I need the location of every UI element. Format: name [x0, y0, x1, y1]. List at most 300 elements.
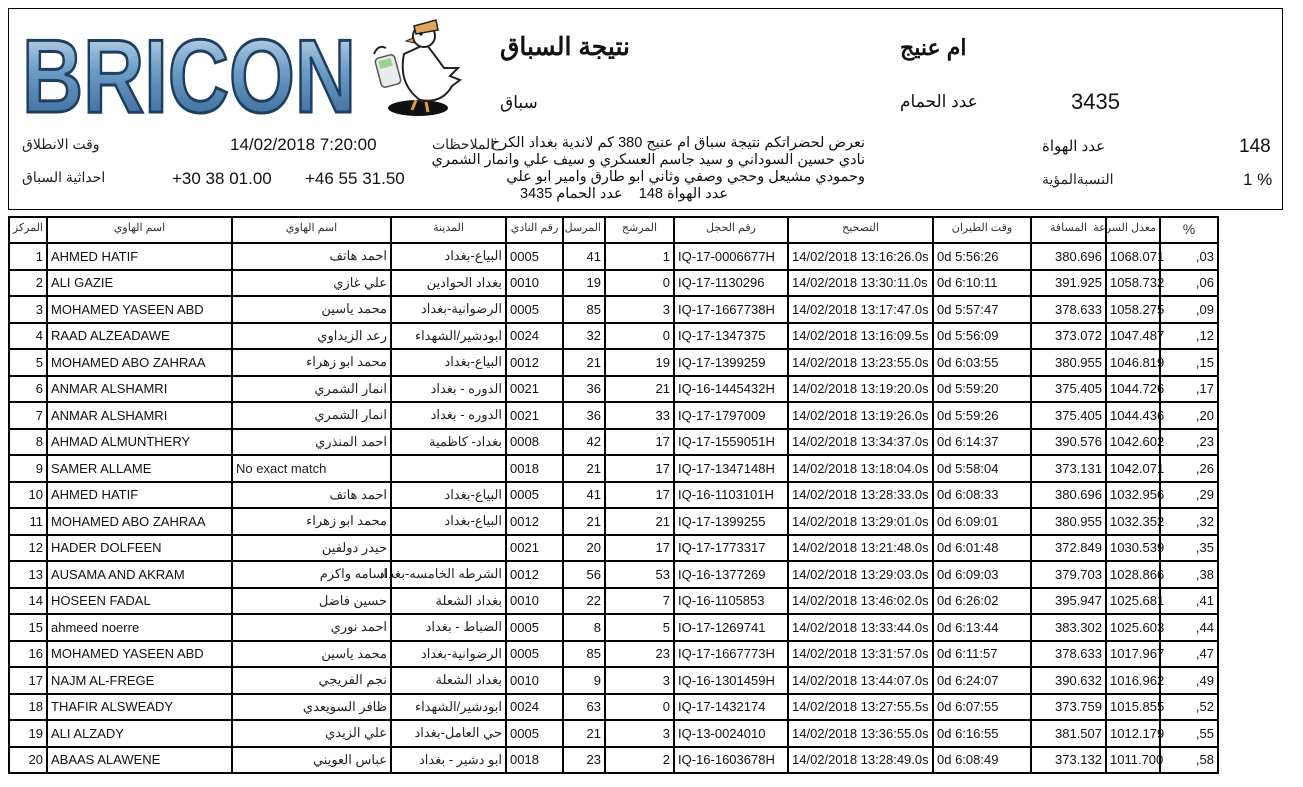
cell-ring-number: IQ-17-1773317	[674, 535, 788, 562]
cell-percent: ,58	[1160, 747, 1218, 774]
cell-sent: 19	[563, 270, 605, 297]
col-header-flight-time[interactable]: وقت الطيران	[933, 217, 1031, 243]
cell-city: الدوره - بغداد	[391, 376, 506, 403]
cell-club-number: 0010	[506, 270, 563, 297]
cell-correction: 14/02/2018 13:16:09.5s	[788, 323, 933, 350]
cell-nominated: 17	[605, 535, 674, 562]
cell-ring-number: IQ-16-1301459H	[674, 667, 788, 694]
cell-flight-time: 0d 6:16:55	[933, 720, 1031, 747]
cell-distance: 380.696	[1031, 482, 1106, 509]
table-row[interactable]	[9, 747, 1218, 774]
cell-correction: 14/02/2018 13:16:26.0s	[788, 243, 933, 270]
cell-percent: ,09	[1160, 296, 1218, 323]
cell-city: البياع-بغداد	[391, 482, 506, 509]
cell-fancier-arabic: حيدر دولفين	[232, 535, 391, 562]
cell-distance: 378.633	[1031, 296, 1106, 323]
cell-rank: 5	[9, 349, 47, 376]
table-row[interactable]	[9, 720, 1218, 747]
cell-fancier-arabic: انمار الشمري	[232, 376, 391, 403]
cell-speed: 1028.866	[1106, 561, 1160, 588]
race-location: ام عنيج	[900, 35, 967, 60]
cell-rank: 11	[9, 508, 47, 535]
cell-city: البياع-بغداد	[391, 243, 506, 270]
cell-ring-number: IQ-17-1347148H	[674, 455, 788, 482]
cell-sent: 85	[563, 641, 605, 668]
results-table	[8, 216, 1219, 774]
cell-city: بغداد الشعلة	[391, 588, 506, 615]
cell-club-number: 0018	[506, 747, 563, 774]
cell-speed: 1016.962	[1106, 667, 1160, 694]
cell-fancier-arabic: عباس العويني	[232, 747, 391, 774]
cell-city: البياع-بغداد	[391, 508, 506, 535]
col-header-club-number[interactable]: رقم النادي	[506, 217, 563, 243]
cell-sent: 85	[563, 296, 605, 323]
cell-correction: 14/02/2018 13:28:49.0s	[788, 747, 933, 774]
table-row[interactable]	[9, 508, 1218, 535]
cell-correction: 14/02/2018 13:23:55.0s	[788, 349, 933, 376]
cell-correction: 14/02/2018 13:34:37.0s	[788, 429, 933, 456]
table-row[interactable]	[9, 349, 1218, 376]
cell-speed: 1058.275	[1106, 296, 1160, 323]
cell-club-number: 0021	[506, 376, 563, 403]
cell-city: الدوره - بغداد	[391, 402, 506, 429]
cell-speed: 1068.071	[1106, 243, 1160, 270]
cell-sent: 20	[563, 535, 605, 562]
birds-value: 3435	[1071, 89, 1120, 114]
cell-city: ابودشير/الشهداء	[391, 694, 506, 721]
cell-distance: 378.633	[1031, 641, 1106, 668]
cell-sent: 23	[563, 747, 605, 774]
cell-nominated: 17	[605, 482, 674, 509]
cell-club-number: 0010	[506, 667, 563, 694]
cell-flight-time: 0d 6:14:37	[933, 429, 1031, 456]
table-row[interactable]	[9, 667, 1218, 694]
notes-line: نعرض لحضراتكم نتيجة سباق ام عنيج 380 كم لاندية بغداد الكرخ	[490, 135, 865, 151]
cell-percent: ,32	[1160, 508, 1218, 535]
cell-speed: 1032.352	[1106, 508, 1160, 535]
cell-speed: 1044.436	[1106, 402, 1160, 429]
cell-sent: 32	[563, 323, 605, 350]
cell-club-number: 0024	[506, 323, 563, 350]
cell-sent: 36	[563, 376, 605, 403]
cell-fancier-latin: AUSAMA AND AKRAM	[47, 561, 232, 588]
cell-rank: 10	[9, 482, 47, 509]
cell-city: الضباط - بغداد	[391, 614, 506, 641]
cell-speed: 1030.539	[1106, 535, 1160, 562]
percent-value: 1 %	[1243, 170, 1273, 189]
start-time-value: 14/02/2018 7:20:00	[230, 135, 377, 154]
cell-fancier-arabic: احمد المنذري	[232, 429, 391, 456]
col-header-sent[interactable]: المرسل	[563, 217, 605, 243]
cell-percent: ,55	[1160, 720, 1218, 747]
cell-distance: 380.955	[1031, 349, 1106, 376]
cell-club-number: 0012	[506, 561, 563, 588]
cell-fancier-latin: ANMAR ALSHAMRI	[47, 402, 232, 429]
col-header-nominated[interactable]: المرشح	[605, 217, 674, 243]
cell-correction: 14/02/2018 13:27:55.5s	[788, 694, 933, 721]
cell-fancier-arabic: محمد ياسين	[232, 296, 391, 323]
cell-speed: 1047.487	[1106, 323, 1160, 350]
cell-fancier-arabic: احمد هاتف	[232, 243, 391, 270]
cell-percent: ,44	[1160, 614, 1218, 641]
cell-ring-number: IQ-17-1399255	[674, 508, 788, 535]
cell-club-number: 0005	[506, 720, 563, 747]
cell-city: ابودشير/الشهداء	[391, 323, 506, 350]
cell-rank: 17	[9, 667, 47, 694]
cell-nominated: 21	[605, 508, 674, 535]
cell-flight-time: 0d 6:13:44	[933, 614, 1031, 641]
cell-flight-time: 0d 5:57:47	[933, 296, 1031, 323]
cell-ring-number: IQ-17-1347375	[674, 323, 788, 350]
cell-correction: 14/02/2018 13:21:48.0s	[788, 535, 933, 562]
cell-correction: 14/02/2018 13:28:33.0s	[788, 482, 933, 509]
col-header-ring-number[interactable]: رقم الحجل	[674, 217, 788, 243]
cell-ring-number: IQ-16-1103101H	[674, 482, 788, 509]
cell-correction: 14/02/2018 13:19:20.0s	[788, 376, 933, 403]
percent-label: النسبةالمؤية	[1042, 171, 1114, 187]
cell-nominated: 5	[605, 614, 674, 641]
cell-city: الشرطه الخامسه-بغداد	[391, 561, 506, 588]
cell-nominated: 3	[605, 720, 674, 747]
cell-speed: 1046.819	[1106, 349, 1160, 376]
table-row[interactable]	[9, 323, 1218, 350]
cell-percent: ,35	[1160, 535, 1218, 562]
cell-ring-number: IQ-17-1399259	[674, 349, 788, 376]
cell-speed: 1025.681	[1106, 588, 1160, 615]
cell-percent: ,20	[1160, 402, 1218, 429]
cell-percent: ,29	[1160, 482, 1218, 509]
cell-flight-time: 0d 6:08:33	[933, 482, 1031, 509]
cell-percent: ,23	[1160, 429, 1218, 456]
pigeon-with-clock-icon	[364, 14, 464, 118]
table-row[interactable]	[9, 429, 1218, 456]
cell-ring-number: IQ-13-0024010	[674, 720, 788, 747]
cell-city: بغداد الحوادين	[391, 270, 506, 297]
cell-correction: 14/02/2018 13:29:03.0s	[788, 561, 933, 588]
cell-speed: 1015.855	[1106, 694, 1160, 721]
cell-correction: 14/02/2018 13:19:26.0s	[788, 402, 933, 429]
cell-fancier-arabic: محمد ابو زهراء	[232, 349, 391, 376]
cell-nominated: 0	[605, 270, 674, 297]
cell-distance: 380.955	[1031, 508, 1106, 535]
cell-fancier-arabic: علي غازي	[232, 270, 391, 297]
cell-club-number: 0005	[506, 243, 563, 270]
cell-rank: 20	[9, 747, 47, 774]
table-row[interactable]	[9, 296, 1218, 323]
cell-ring-number: IQ-17-1559051H	[674, 429, 788, 456]
notes-label: الملاحظات	[432, 136, 495, 152]
table-row[interactable]	[9, 694, 1218, 721]
cell-distance: 375.405	[1031, 376, 1106, 403]
cell-distance: 373.131	[1031, 455, 1106, 482]
cell-flight-time: 0d 5:56:26	[933, 243, 1031, 270]
cell-speed: 1017.967	[1106, 641, 1160, 668]
cell-fancier-arabic: انمار الشمري	[232, 402, 391, 429]
cell-rank: 19	[9, 720, 47, 747]
cell-speed: 1058.732	[1106, 270, 1160, 297]
coord-lat: +30 38 01.00	[172, 169, 272, 188]
cell-ring-number: IQ-16-1105853	[674, 588, 788, 615]
cell-sent: 41	[563, 482, 605, 509]
cell-correction: 14/02/2018 13:29:01.0s	[788, 508, 933, 535]
cell-rank: 3	[9, 296, 47, 323]
cell-fancier-arabic: اسامه واكرم	[232, 561, 391, 588]
cell-speed: 1044.726	[1106, 376, 1160, 403]
cell-fancier-arabic: محمد ياسين	[232, 641, 391, 668]
cell-distance: 373.132	[1031, 747, 1106, 774]
cell-fancier-arabic: احمد نوري	[232, 614, 391, 641]
cell-correction: 14/02/2018 13:44:07.0s	[788, 667, 933, 694]
col-header-fancier-arabic[interactable]: اسم الهاوي	[232, 217, 391, 243]
col-header-speed[interactable]: معدل السرعة	[1106, 217, 1160, 243]
cell-percent: ,49	[1160, 667, 1218, 694]
cell-percent: ,03	[1160, 243, 1218, 270]
fanciers-label: عدد الهواة	[1042, 138, 1106, 155]
cell-nominated: 19	[605, 349, 674, 376]
report-title: نتيجة السباق	[500, 33, 630, 61]
cell-nominated: 0	[605, 323, 674, 350]
table-row[interactable]	[9, 482, 1218, 509]
coords-label: احداثية السباق	[22, 169, 106, 185]
cell-sent: 21	[563, 455, 605, 482]
cell-flight-time: 0d 5:56:09	[933, 323, 1031, 350]
cell-rank: 14	[9, 588, 47, 615]
cell-sent: 36	[563, 402, 605, 429]
cell-flight-time: 0d 5:59:20	[933, 376, 1031, 403]
cell-club-number: 0005	[506, 296, 563, 323]
svg-text:BRICON: BRICON	[22, 19, 356, 135]
cell-distance: 383.302	[1031, 614, 1106, 641]
cell-fancier-latin: AHMAD ALMUNTHERY	[47, 429, 232, 456]
cell-nominated: 3	[605, 667, 674, 694]
table-row[interactable]	[9, 402, 1218, 429]
cell-ring-number: IQ-16-1445432H	[674, 376, 788, 403]
col-header-rank[interactable]: المركز	[9, 217, 47, 243]
cell-distance: 395.947	[1031, 588, 1106, 615]
coord-lon: +46 55 31.50	[305, 169, 405, 188]
cell-percent: ,26	[1160, 455, 1218, 482]
cell-ring-number: IQ-17-1432174	[674, 694, 788, 721]
cell-ring-number: IQ-16-1377269	[674, 561, 788, 588]
col-header-city[interactable]: المدينة	[391, 217, 506, 243]
cell-fancier-arabic: محمد ابو زهراء	[232, 508, 391, 535]
table-row[interactable]	[9, 588, 1218, 615]
cell-correction: 14/02/2018 13:17:47.0s	[788, 296, 933, 323]
cell-rank: 13	[9, 561, 47, 588]
cell-sent: 56	[563, 561, 605, 588]
cell-sent: 21	[563, 720, 605, 747]
cell-rank: 4	[9, 323, 47, 350]
cell-correction: 14/02/2018 13:36:55.0s	[788, 720, 933, 747]
cell-percent: ,52	[1160, 694, 1218, 721]
cell-fancier-latin: MOHAMED YASEEN ABD	[47, 641, 232, 668]
cell-fancier-latin: HADER DOLFEEN	[47, 535, 232, 562]
cell-ring-number: IQ-17-1667738H	[674, 296, 788, 323]
cell-rank: 2	[9, 270, 47, 297]
cell-rank: 8	[9, 429, 47, 456]
cell-club-number: 0018	[506, 455, 563, 482]
cell-fancier-arabic: علي الزيدي	[232, 720, 391, 747]
cell-city	[391, 535, 506, 562]
cell-correction: 14/02/2018 13:18:04.0s	[788, 455, 933, 482]
cell-speed: 1042.071	[1106, 455, 1160, 482]
cell-rank: 18	[9, 694, 47, 721]
cell-nominated: 1	[605, 243, 674, 270]
cell-percent: ,17	[1160, 376, 1218, 403]
cell-distance: 381.507	[1031, 720, 1106, 747]
cell-ring-number: IQ-17-1797009	[674, 402, 788, 429]
cell-percent: ,41	[1160, 588, 1218, 615]
cell-flight-time: 0d 6:03:55	[933, 349, 1031, 376]
cell-flight-time: 0d 6:07:55	[933, 694, 1031, 721]
cell-nominated: 53	[605, 561, 674, 588]
cell-ring-number: IO-17-1269741	[674, 614, 788, 641]
cell-club-number: 0021	[506, 402, 563, 429]
col-header-distance[interactable]: المسافة	[1031, 217, 1106, 243]
cell-flight-time: 0d 6:01:48	[933, 535, 1031, 562]
cell-fancier-latin: RAAD ALZEADAWE	[47, 323, 232, 350]
cell-flight-time: 0d 5:59:26	[933, 402, 1031, 429]
cell-fancier-arabic: رعد الزيداوي	[232, 323, 391, 350]
cell-fancier-arabic: احمد هاتف	[232, 482, 391, 509]
cell-distance: 390.632	[1031, 667, 1106, 694]
cell-club-number: 0008	[506, 429, 563, 456]
table-row[interactable]	[9, 455, 1218, 482]
cell-sent: 8	[563, 614, 605, 641]
cell-speed: 1012.179	[1106, 720, 1160, 747]
cell-ring-number: IQ-17-0006677H	[674, 243, 788, 270]
col-header-correction[interactable]: التصحيح	[788, 217, 933, 243]
cell-speed: 1032.956	[1106, 482, 1160, 509]
notes-line: عدد الهواة 148 عدد الحمام 3435	[520, 186, 728, 202]
cell-flight-time: 0d 6:24:07	[933, 667, 1031, 694]
cell-fancier-latin: MOHAMED YASEEN ABD	[47, 296, 232, 323]
cell-nominated: 0	[605, 694, 674, 721]
cell-flight-time: 0d 6:08:49	[933, 747, 1031, 774]
cell-fancier-arabic: حسين فاضل	[232, 588, 391, 615]
cell-fancier-latin: ALI ALZADY	[47, 720, 232, 747]
cell-nominated: 3	[605, 296, 674, 323]
cell-fancier-latin: SAMER ALLAME	[47, 455, 232, 482]
cell-correction: 14/02/2018 13:46:02.0s	[788, 588, 933, 615]
table-row[interactable]	[9, 561, 1218, 588]
birds-label: عدد الحمام	[900, 92, 978, 111]
cell-flight-time: 0d 6:09:03	[933, 561, 1031, 588]
cell-city	[391, 455, 506, 482]
cell-city: الرضوانية-بغداد	[391, 641, 506, 668]
table-row[interactable]	[9, 641, 1218, 668]
cell-fancier-arabic: No exact match	[232, 455, 391, 482]
cell-distance: 373.759	[1031, 694, 1106, 721]
cell-fancier-arabic: نجم الفريجي	[232, 667, 391, 694]
cell-ring-number: IQ-17-1667773H	[674, 641, 788, 668]
cell-speed: 1042.602	[1106, 429, 1160, 456]
cell-fancier-latin: ALI GAZIE	[47, 270, 232, 297]
cell-city: بغداد- كاظمية	[391, 429, 506, 456]
cell-correction: 14/02/2018 13:30:11.0s	[788, 270, 933, 297]
cell-percent: ,06	[1160, 270, 1218, 297]
cell-fancier-latin: ABAAS ALAWENE	[47, 747, 232, 774]
cell-flight-time: 0d 5:58:04	[933, 455, 1031, 482]
cell-club-number: 0005	[506, 614, 563, 641]
cell-fancier-latin: THAFIR ALSWEADY	[47, 694, 232, 721]
start-time-label: وقت الانطلاق	[22, 136, 100, 152]
cell-nominated: 17	[605, 429, 674, 456]
cell-sent: 42	[563, 429, 605, 456]
cell-fancier-latin: AHMED HATIF	[47, 482, 232, 509]
cell-rank: 1	[9, 243, 47, 270]
cell-fancier-latin: ahmeed noerre	[47, 614, 232, 641]
cell-speed: 1025.603	[1106, 614, 1160, 641]
cell-sent: 63	[563, 694, 605, 721]
cell-distance: 372.849	[1031, 535, 1106, 562]
table-header-row	[9, 217, 1218, 243]
cell-nominated: 7	[605, 588, 674, 615]
notes-line: وحمودي مشيعل وحجي وصفي وثاني ابو طارق وامير ابو علي	[506, 169, 865, 185]
cell-sent: 22	[563, 588, 605, 615]
cell-distance: 375.405	[1031, 402, 1106, 429]
cell-nominated: 17	[605, 455, 674, 482]
cell-correction: 14/02/2018 13:33:44.0s	[788, 614, 933, 641]
cell-city: حي العامل-بغداد	[391, 720, 506, 747]
cell-percent: ,47	[1160, 641, 1218, 668]
cell-club-number: 0005	[506, 641, 563, 668]
cell-fancier-arabic: ظافر السويعدي	[232, 694, 391, 721]
cell-ring-number: IQ-17-1130296	[674, 270, 788, 297]
cell-rank: 6	[9, 376, 47, 403]
table-row[interactable]	[9, 376, 1218, 403]
table-row[interactable]	[9, 535, 1218, 562]
cell-distance: 391.925	[1031, 270, 1106, 297]
cell-flight-time: 0d 6:10:11	[933, 270, 1031, 297]
cell-rank: 12	[9, 535, 47, 562]
cell-rank: 15	[9, 614, 47, 641]
bricon-logo	[18, 19, 360, 135]
cell-fancier-latin: NAJM AL-FREGE	[47, 667, 232, 694]
cell-city: ابو دشير - بغداد	[391, 747, 506, 774]
cell-percent: ,15	[1160, 349, 1218, 376]
cell-flight-time: 0d 6:09:01	[933, 508, 1031, 535]
race-type: سباق	[500, 93, 538, 112]
cell-sent: 21	[563, 349, 605, 376]
cell-fancier-latin: MOHAMED ABO ZAHRAA	[47, 349, 232, 376]
cell-club-number: 0012	[506, 508, 563, 535]
cell-city: الرضوانية-بغداد	[391, 296, 506, 323]
cell-club-number: 0024	[506, 694, 563, 721]
cell-fancier-latin: MOHAMED ABO ZAHRAA	[47, 508, 232, 535]
cell-ring-number: IQ-16-1603678H	[674, 747, 788, 774]
cell-rank: 16	[9, 641, 47, 668]
cell-distance: 380.696	[1031, 243, 1106, 270]
cell-club-number: 0010	[506, 588, 563, 615]
cell-fancier-latin: HOSEEN FADAL	[47, 588, 232, 615]
cell-percent: ,38	[1160, 561, 1218, 588]
cell-flight-time: 0d 6:11:57	[933, 641, 1031, 668]
cell-city: البياع-بغداد	[391, 349, 506, 376]
cell-sent: 21	[563, 508, 605, 535]
cell-distance: 390.576	[1031, 429, 1106, 456]
cell-sent: 41	[563, 243, 605, 270]
col-header-fancier-latin[interactable]: اسم الهاوي	[47, 217, 232, 243]
col-header-percent[interactable]: %	[1160, 217, 1218, 243]
cell-nominated: 33	[605, 402, 674, 429]
table-row[interactable]	[9, 614, 1218, 641]
fanciers-value: 148	[1239, 136, 1271, 157]
table-row[interactable]	[9, 270, 1218, 297]
cell-nominated: 23	[605, 641, 674, 668]
cell-distance: 373.072	[1031, 323, 1106, 350]
table-row[interactable]	[9, 243, 1218, 270]
